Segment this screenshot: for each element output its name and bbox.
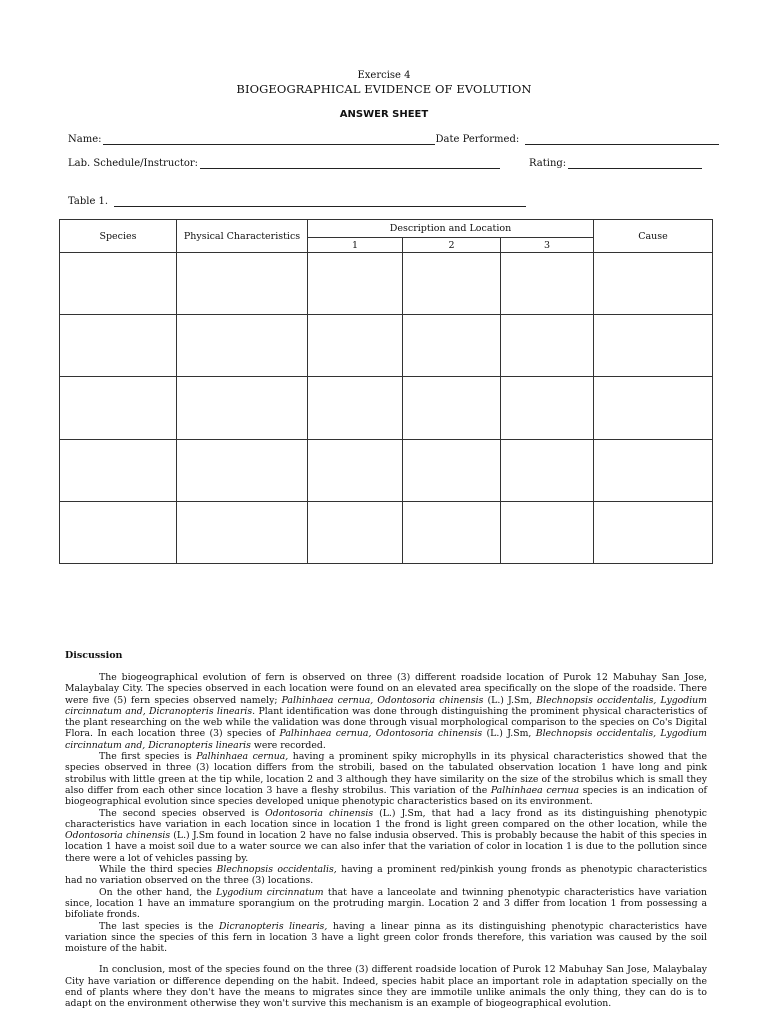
lab-schedule-field[interactable]	[68, 157, 500, 169]
table-row	[60, 253, 713, 315]
discussion-paragraph: The last species is the Dicranopteris linearis, having a linear pinna as its distinguishing phenotypic characteristics have variation since the species of this fern in location 3 have a light green color fronds therefore, this variation was caused by the soil moisture of the habit.	[65, 920, 707, 955]
table-cell[interactable]	[594, 377, 713, 439]
table-cell[interactable]	[501, 377, 594, 439]
name-line[interactable]	[103, 133, 435, 145]
date-performed-label: Date Performed:	[435, 134, 520, 145]
table-cell[interactable]	[403, 501, 501, 563]
table-cell[interactable]	[60, 253, 177, 315]
rating-line[interactable]	[568, 157, 702, 169]
name-label: Name:	[68, 134, 102, 145]
exercise-number: Exercise 4	[357, 70, 411, 81]
discussion-paragraph: The biogeographical evolution of fern is observed on three (3) different roadside location of Purok 12 Mabuhay San Jose, Malaybalay City. The species observed in each location were found on an elevated area specifically on the slope of the roadside. There were five (5) fern species observed namely; Palhinhaea cernua, Odontosoria chinensis (L.) J.Sm, Blechnopsis occidentalis, Lygodium circinnatum and, Dicranopteris linearis. Plant identification was done through distinguishing the prominent physical characteristics of the plant researching on the web while the validation was done through visual morphological comparison to the species on Co's Digital Flora. In each location three (3) species of Palhinhaea cernua, Odontosoria chinensis (L.) J.Sm, Blechnopsis occidentalis, Lygodium circinnatum and, Dicranopteris linearis were recorded.	[65, 672, 708, 751]
table-cell[interactable]	[403, 439, 501, 501]
location-3-header: 3	[501, 238, 594, 253]
table-row	[60, 315, 713, 377]
table-cell[interactable]	[177, 501, 308, 563]
answer-sheet-heading: ANSWER SHEET	[339, 109, 429, 120]
observation-table	[59, 219, 713, 564]
table-row	[60, 439, 713, 501]
table-cell[interactable]	[177, 315, 308, 377]
table-cell[interactable]	[308, 377, 403, 439]
table-caption-line[interactable]	[114, 195, 526, 207]
physical-characteristics-header: Physical Characteristics	[177, 220, 308, 253]
table-cell[interactable]	[594, 501, 713, 563]
table-row	[60, 501, 713, 563]
table-cell[interactable]	[60, 377, 177, 439]
discussion-paragraph: The first species is Palhinhaea cernua, having a prominent spiky microphylls in its physical characteristics showed that the species observed in three (3) location differs from the strobili, based on the tabulated observation location 1 have long and pink strobilus with little green at the tip while, location 2 and 3 although they have similarity on the size of the strobilus which is small they also differ from each other since location 3 have a fleshy strobilus. This variation of the Palhinhaea cernua species is an indication of biogeographical evolution since species developed unique phenotypic characteristics based on its environment.	[65, 751, 707, 808]
table-cell[interactable]	[308, 439, 403, 501]
table-cell[interactable]	[60, 315, 177, 377]
table-cell[interactable]	[177, 439, 308, 501]
table-cell[interactable]	[308, 501, 403, 563]
table-cell[interactable]	[501, 253, 594, 315]
lab-schedule-line[interactable]	[200, 157, 500, 169]
table-cell[interactable]	[594, 315, 713, 377]
table-row	[60, 377, 713, 439]
discussion-paragraph: While the third species Blechnopsis occidentalis, having a prominent red/pinkish young fronds as phenotypic characteristics had no variation observed on the three (3) locations.	[65, 864, 707, 887]
location-1-header: 1	[308, 238, 403, 253]
discussion-paragraph: On the other hand, the Lygodium circinnatum that have a lanceolate and twinning phenotypic characteristics have variation since, location 1 have an immature sporangium on the protruding margin. Location 2 and 3 differ from location 1 from possessing a bifoliate fronds.	[65, 886, 708, 921]
table-cell[interactable]	[177, 377, 308, 439]
table-cell[interactable]	[403, 253, 501, 315]
species-header: Species	[60, 220, 177, 253]
rating-label: Rating:	[529, 158, 567, 169]
cause-header: Cause	[594, 220, 713, 253]
table-cell[interactable]	[177, 253, 308, 315]
table-caption-field[interactable]	[68, 195, 526, 207]
discussion-body	[65, 672, 707, 1010]
discussion-heading: Discussion	[65, 650, 123, 661]
table-cell[interactable]	[60, 439, 177, 501]
table-cell[interactable]	[60, 501, 177, 563]
date-performed-line[interactable]	[525, 133, 719, 145]
table-cell[interactable]	[403, 377, 501, 439]
rating-field[interactable]	[529, 157, 702, 169]
table-cell[interactable]	[594, 439, 713, 501]
page-title: BIOGEOGRAPHICAL EVIDENCE OF EVOLUTION	[236, 82, 532, 96]
table-cell[interactable]	[594, 253, 713, 315]
location-2-header: 2	[403, 238, 501, 253]
description-location-header: Description and Location	[308, 220, 594, 238]
table-caption-label: Table 1.	[68, 196, 109, 207]
table-cell[interactable]	[501, 501, 594, 563]
table-cell[interactable]	[308, 253, 403, 315]
table-cell[interactable]	[403, 315, 501, 377]
table-cell[interactable]	[308, 315, 403, 377]
conclusion-paragraph: In conclusion, most of the species found on the three (3) different roadside location of Purok 12 Mabuhay San Jose, Malaybalay City have variation or difference depending on the habit. Indeed, species habit place an important role in adaptation specially on the end of plants where they don't have the means to migrates since they are immotile unlike animals the only thing, they can do is to adapt on the environment otherwise they won't survive this mechanism is an example of biogeographical evolution.	[65, 964, 707, 1010]
name-field[interactable]	[68, 133, 719, 145]
lab-schedule-label: Lab. Schedule/Instructor:	[68, 158, 199, 169]
table-cell[interactable]	[501, 315, 594, 377]
discussion-paragraph: The second species observed is Odontosoria chinensis (L.) J.Sm, that had a lacy frond as its distinguishing phenotypic characteristics have variation in each location since in location 1 the frond is light green compared on the other location, while the Odontosoria chinensis (L.) J.Sm found in location 2 have no false indusia observed. This is probably because the habit of this species in location 1 have a moist soil due to a water source we can also infer that the variation of color in location 1 is due to the pollution since there were a lot of vehicles passing by.	[65, 807, 707, 864]
table-cell[interactable]	[501, 439, 594, 501]
